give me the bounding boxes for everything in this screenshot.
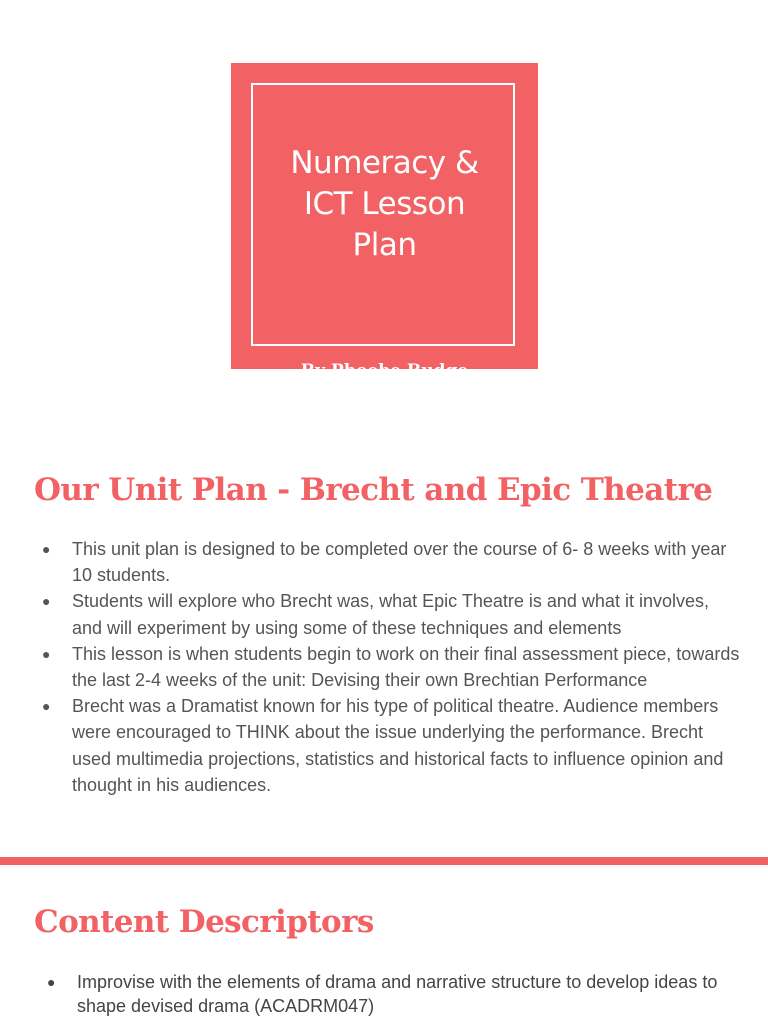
content-descriptors-list <box>47 970 737 1018</box>
list-item <box>42 536 742 588</box>
unit-plan-heading: Our Unit Plan - Brecht and Epic Theatre <box>34 472 713 508</box>
section-divider <box>0 857 768 865</box>
bullet-icon: ● <box>42 645 51 662</box>
title-line-2: ICT Lesson <box>303 186 466 222</box>
list-item-text: This lesson is when students begin to work on their final assessment piece, towards the last 2-4 weeks of the unit: Devising their own Brechtian Performance <box>72 643 740 691</box>
document-title <box>231 143 538 266</box>
list-item <box>42 641 742 693</box>
unit-plan-list <box>42 536 742 798</box>
title-line-1: Numeracy & <box>290 145 479 181</box>
list-item-text: Students will explore who Brecht was, what Epic Theatre is and what it involves, and will experiment by using some of these techniques and elements <box>72 591 709 638</box>
bullet-icon: ● <box>42 593 51 610</box>
list-item-text: Improvise with the elements of drama and narrative structure to develop ideas to shape devised drama (ACADRM047) <box>77 972 718 1016</box>
bullet-icon: ● <box>42 541 51 557</box>
list-item-text: This unit plan is designed to be completed over the course of 6- 8 weeks with year 10 students. <box>72 539 727 586</box>
bullet-icon: ● <box>42 698 51 715</box>
list-item-text: Brecht was a Dramatist known for his type of political theatre. Audience members were encouraged to THINK about the issue underlying the performance. Brecht used multimedia projections, statistics and historical facts to influence opinion and thought in his audiences. <box>72 696 724 795</box>
list-item <box>42 693 742 798</box>
title-line-3: Plan <box>352 227 417 263</box>
author-byline: By Phoebe Budge <box>300 361 469 381</box>
content-descriptors-heading: Content Descriptors <box>34 904 374 940</box>
title-card <box>231 63 538 381</box>
list-item <box>42 588 742 640</box>
bullet-icon: ● <box>47 974 56 990</box>
list-item <box>47 970 737 1018</box>
